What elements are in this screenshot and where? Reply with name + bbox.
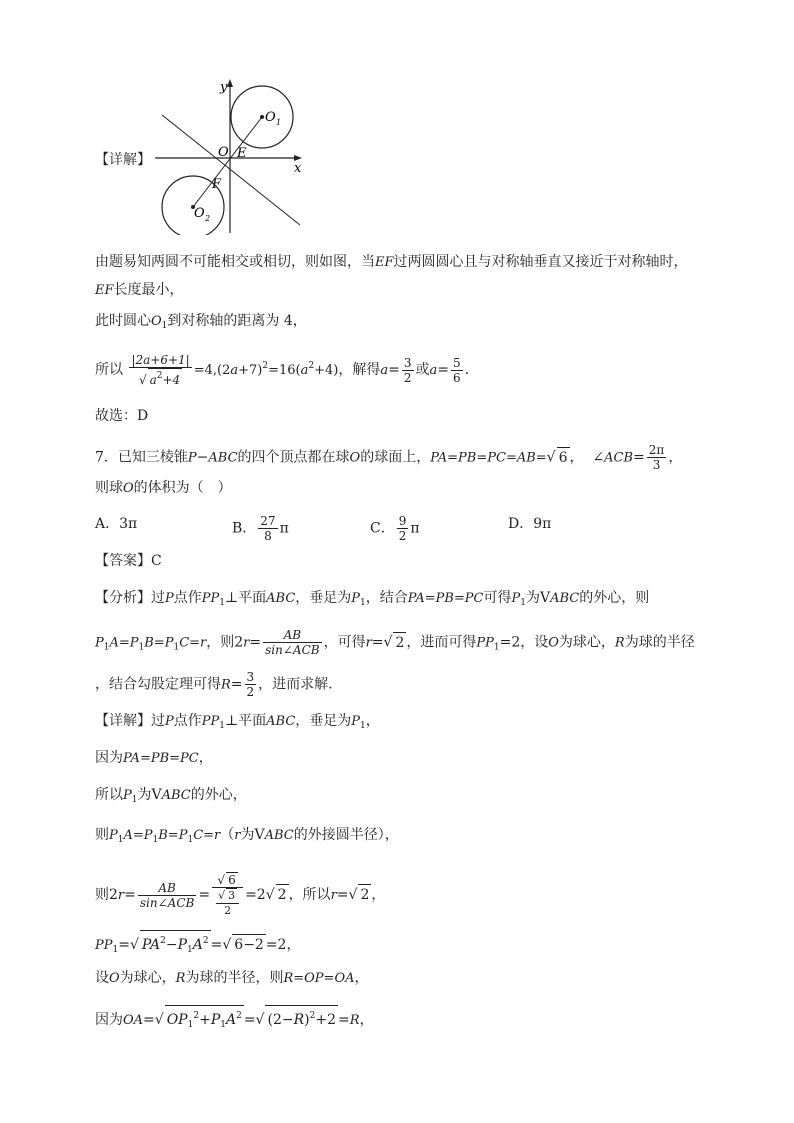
detail-line8: 因为OA=√ $OP_1^2+P_1A^2$ =√ $(2-R)^2+2 =R$， — [95, 1005, 374, 1035]
symmetry-axis — [162, 115, 300, 225]
detail-line5: 则2r= $\frac{AB}{\text{sin∠ACB}}$ = $\frac{√ 6}{\frac{√ 3}{2}}$ =2√ 2 ，所以r=√ 2 ， — [95, 873, 386, 917]
analysis-line3: ，结合勾股定理可得R= $\frac{3}{2}$ ，进而求解. — [95, 670, 333, 699]
answer-line: 【答案】C — [95, 553, 162, 569]
o2-subscript: 2 — [205, 214, 211, 223]
x-label: x — [294, 161, 302, 176]
sol6-choice: 故选：D — [95, 408, 149, 424]
point-f-label: F — [212, 177, 222, 192]
sol6-line3: 此时圆心$O_1$到对称轴的距离为 4， — [95, 313, 307, 331]
detail-line7: 设O为球心，R为球的半径，则R=OP=OA， — [95, 970, 369, 986]
y-axis-arrow — [227, 79, 233, 87]
detail-line4: 则$P_1A=P_1B=P_1C=r(r$为VABC的外接圆半径）， — [95, 827, 399, 845]
analysis-line1: 【分析】过P点作$PP_1\perp$平面ABC，垂足为$P_1$，结合PA=PB=PC可得$P_1$为VABC的外心，则 — [95, 590, 650, 608]
o2-label: O — [194, 206, 205, 221]
origin-label: O — [218, 145, 229, 160]
y-label: y — [220, 80, 228, 95]
o1-label: O — [265, 110, 276, 125]
detail-line2: 因为PA=PB=PC， — [95, 750, 213, 766]
option-a: A．3π — [95, 516, 138, 532]
q7-stem-line1: 7．已知三棱锥P−ABC的四个顶点都在球O的球面上，PA=PB=PC=AB=√ 6 ， ∠ACB= $\frac{2\pi}{3}$ ， — [95, 443, 683, 472]
detail-line6: $PP_1=√$ $PA^2-P_1A^2$ =√ 6−2 =2， — [95, 930, 300, 960]
sol6-line4: 所以 $\frac{|2a+6+1|}{√ a^2+4}$ $=4,(2a+7)^2=16(a^2+4)$，解得a= $\frac{3}{2}$ 或a= $\frac{5}{6}$ . — [95, 353, 470, 387]
detail-line3: 所以$P_1$为VABC的外心， — [95, 787, 247, 805]
q7-stem-line2: 则球O的体积为（ ） — [95, 480, 232, 496]
option-d: D．9π — [508, 516, 552, 532]
coordinate-figure — [150, 75, 310, 235]
o1-subscript: 1 — [276, 118, 282, 127]
segment-o1-o2 — [193, 117, 262, 207]
detail-tag: 【详解】 — [95, 152, 151, 168]
sol6-line2: EF长度最小， — [95, 282, 184, 298]
point-e-label: E — [237, 146, 247, 161]
option-b: B． $\frac{27}{8}$ π — [232, 514, 289, 543]
sol6-line1: 由题易知两圆不可能相交或相切，则如图，当EF过两圆圆心且与对称轴垂直又接近于对称轴时， — [95, 254, 688, 270]
detail-line1: 【详解】过P点作$PP_1\perp$平面ABC，垂足为$P_1$， — [95, 713, 380, 731]
option-c: C． $\frac{9}{2}$ π — [370, 514, 420, 543]
point-o1 — [260, 115, 264, 119]
analysis-line2: $P_1A=P_1B=P_1C=r$，则2r= $\frac{AB}{\text{sin∠ACB}}$ ，可得r=√ 2 ，进而可得$PP_1=2$，设O为球心，R为球的半径 — [95, 628, 695, 657]
